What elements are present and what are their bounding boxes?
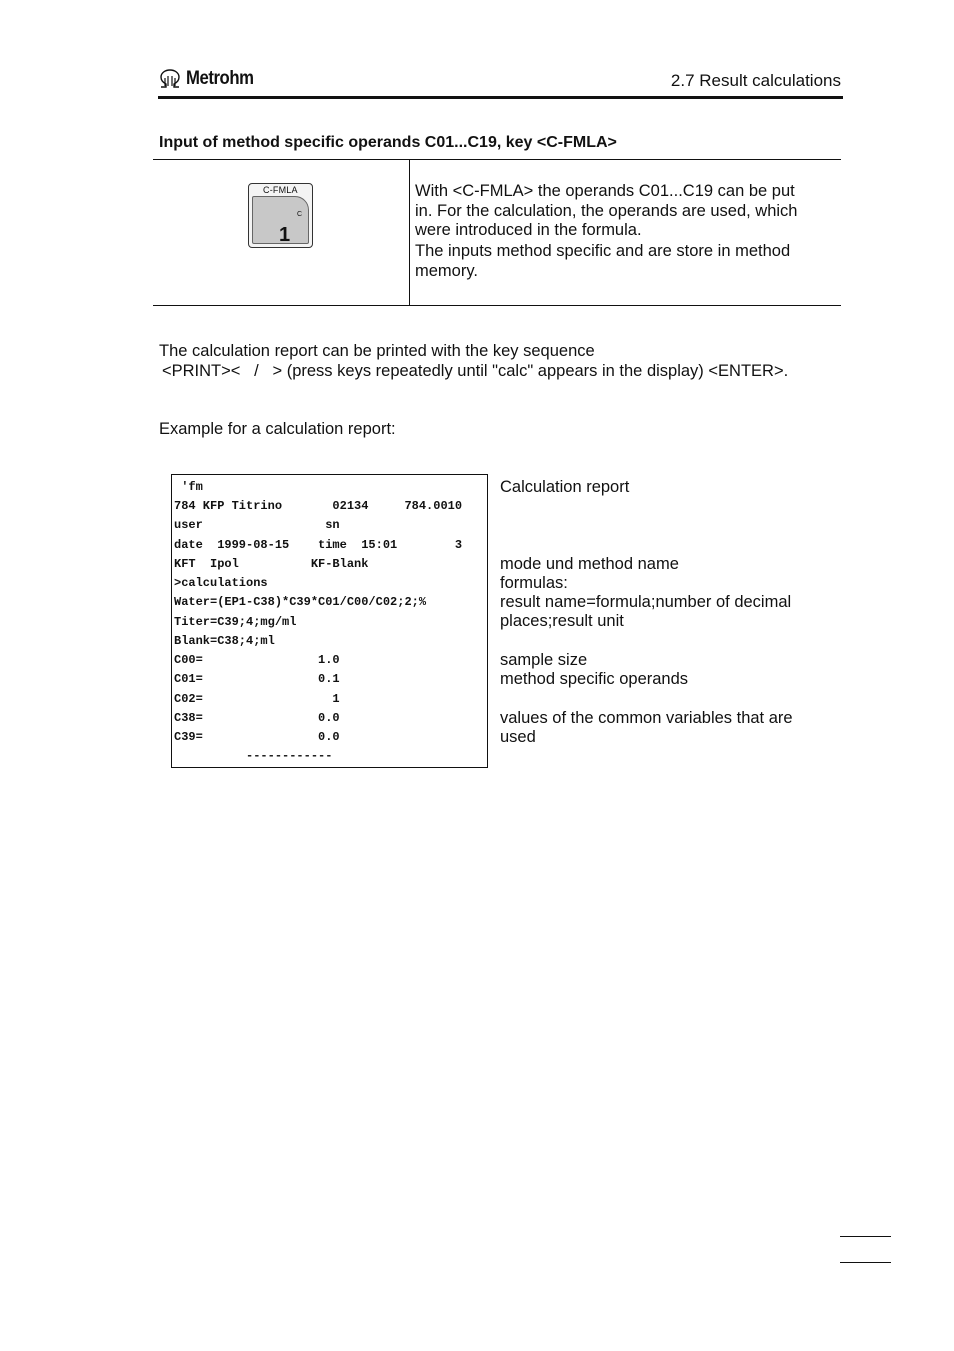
key-face xyxy=(252,196,309,244)
annotation-sample-size: sample size xyxy=(500,651,588,669)
annotation-common-variables: values of the common variables that are xyxy=(500,709,793,727)
report-line: C01= 0.1 xyxy=(174,672,340,686)
metrohm-logo xyxy=(158,68,263,90)
report-line: user sn xyxy=(174,518,340,532)
annotation-formulas: formulas: xyxy=(500,574,568,592)
print-instruction-line: The calculation report can be printed with the key sequence xyxy=(159,342,595,360)
report-line: Titer=C39;4;mg/ml xyxy=(174,615,297,629)
key-description-line: With <C-FMLA> the operands C01...C19 can be put xyxy=(415,182,795,200)
report-line: 784 KFP Titrino 02134 784.0010 xyxy=(174,499,463,513)
report-line: C00= 1.0 xyxy=(174,653,340,667)
key-description-line: The inputs method specific and are store in method xyxy=(415,241,791,260)
annotation-common-variables: used xyxy=(500,728,536,746)
print-instruction-line: <PRINT>< / > (press keys repeatedly until "calc" appears in the display) <ENTER>. xyxy=(162,361,789,380)
annotation-report-title: Calculation report xyxy=(500,478,630,496)
key-description-line: in. For the calculation, the operands are used, which xyxy=(415,201,798,220)
page-rule xyxy=(840,1262,891,1263)
report-line: ------------ xyxy=(174,749,333,763)
section-heading: Input of method specific operands C01...C19, key <C-FMLA> xyxy=(159,134,617,151)
report-line: Blank=C38;4;ml xyxy=(174,634,275,648)
report-line: >calculations xyxy=(174,576,268,590)
page-rule xyxy=(840,1236,891,1237)
example-label: Example for a calculation report: xyxy=(159,420,396,438)
key-number: 1 xyxy=(279,224,291,246)
key-description-line: memory. xyxy=(415,262,478,280)
report-line: C38= 0.0 xyxy=(174,711,340,725)
print-instruction xyxy=(159,342,788,381)
c-fmla-key xyxy=(248,183,313,248)
report-line: 'fm xyxy=(174,480,203,494)
page-header xyxy=(158,62,843,99)
annotation-result-format: places;result unit xyxy=(500,612,624,630)
report-line: KFT Ipol KF-Blank xyxy=(174,557,369,571)
column-divider xyxy=(409,160,410,305)
annotation-operands: method specific operands xyxy=(500,670,689,688)
key-description xyxy=(415,182,835,282)
key-corner-label: C xyxy=(296,211,302,218)
report-line: C02= 1 xyxy=(174,692,340,706)
section-title: 2.7 Result calculations xyxy=(670,71,841,90)
annotation-result-format: result name=formula;number of decimal xyxy=(500,593,792,611)
logo-text: Metrohm xyxy=(186,68,254,89)
key-description-line: were introduced in the formula. xyxy=(415,221,642,239)
key-table xyxy=(153,159,841,306)
report-line: C39= 0.0 xyxy=(174,730,340,744)
calculation-report xyxy=(171,474,488,768)
annotation-mode: mode und method name xyxy=(500,555,679,573)
key-top-label: C-FMLA xyxy=(263,185,298,195)
report-line: date 1999-08-15 time 15:01 3 xyxy=(174,538,463,552)
omega-logo-icon xyxy=(158,69,182,89)
report-line: Water=(EP1-C38)*C39*C01/C00/C02;2;% xyxy=(174,595,427,609)
